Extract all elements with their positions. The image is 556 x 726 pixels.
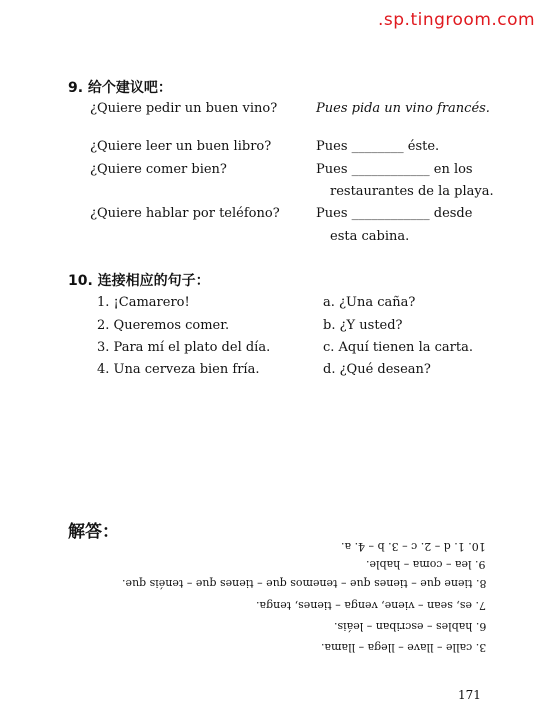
s10-left-4: 4. Una cerveza bien fría.	[97, 362, 260, 377]
s10-right-d: d. ¿Qué desean?	[323, 362, 431, 377]
answer-line-8: 8. tiene que – tienes que – tenemos que – tienes que – tenéis que.	[121, 577, 486, 590]
answers-title: 解答：	[68, 522, 119, 542]
s9-answer-3-cont: restaurantes de la playa.	[330, 184, 494, 199]
section-10-title: 10. 连接相应的句子：	[68, 273, 210, 289]
answer-line-9: 9. lea – coma – hable.	[366, 558, 486, 571]
answer-line-7: 7. es, sean – viene, venga – tienes, tenga.	[256, 599, 486, 612]
s9-answer-2: Pues ________ éste.	[316, 139, 440, 154]
s10-right-b: b. ¿Y usted?	[323, 318, 403, 333]
s9-question-4: ¿Quiere hablar por teléfono?	[90, 206, 280, 221]
answer-line-6: 6. hables – escriban – leáis.	[333, 620, 486, 633]
s10-left-2: 2. Queremos comer.	[97, 318, 230, 333]
answer-line-10: 10. 1. d – 2. c – 3. b – 4. a.	[341, 540, 486, 553]
watermark: .sp.tingroom.com	[378, 10, 536, 30]
section-9-title: 9. 给个建议吧：	[68, 80, 172, 96]
s9-answer-1: Pues pida un vino francés.	[316, 101, 490, 116]
s10-right-a: a. ¿Una caña?	[323, 295, 416, 310]
s10-left-3: 3. Para mí el plato del día.	[97, 340, 271, 355]
answer-line-3: 3. calle – llave – llega – llama.	[320, 641, 486, 654]
s9-answer-4: Pues ____________ desde	[316, 206, 473, 221]
s10-left-1: 1. ¡Camarero!	[97, 295, 190, 310]
s9-question-1: ¿Quiere pedir un buen vino?	[90, 101, 278, 116]
s9-question-2: ¿Quiere leer un buen libro?	[90, 139, 272, 154]
s9-question-3: ¿Quiere comer bien?	[90, 162, 227, 177]
s10-right-c: c. Aquí tienen la carta.	[323, 340, 473, 355]
page-number: 171	[458, 688, 481, 702]
s9-answer-3: Pues ____________ en los	[316, 162, 473, 177]
s9-answer-4-cont: esta cabina.	[330, 229, 410, 244]
